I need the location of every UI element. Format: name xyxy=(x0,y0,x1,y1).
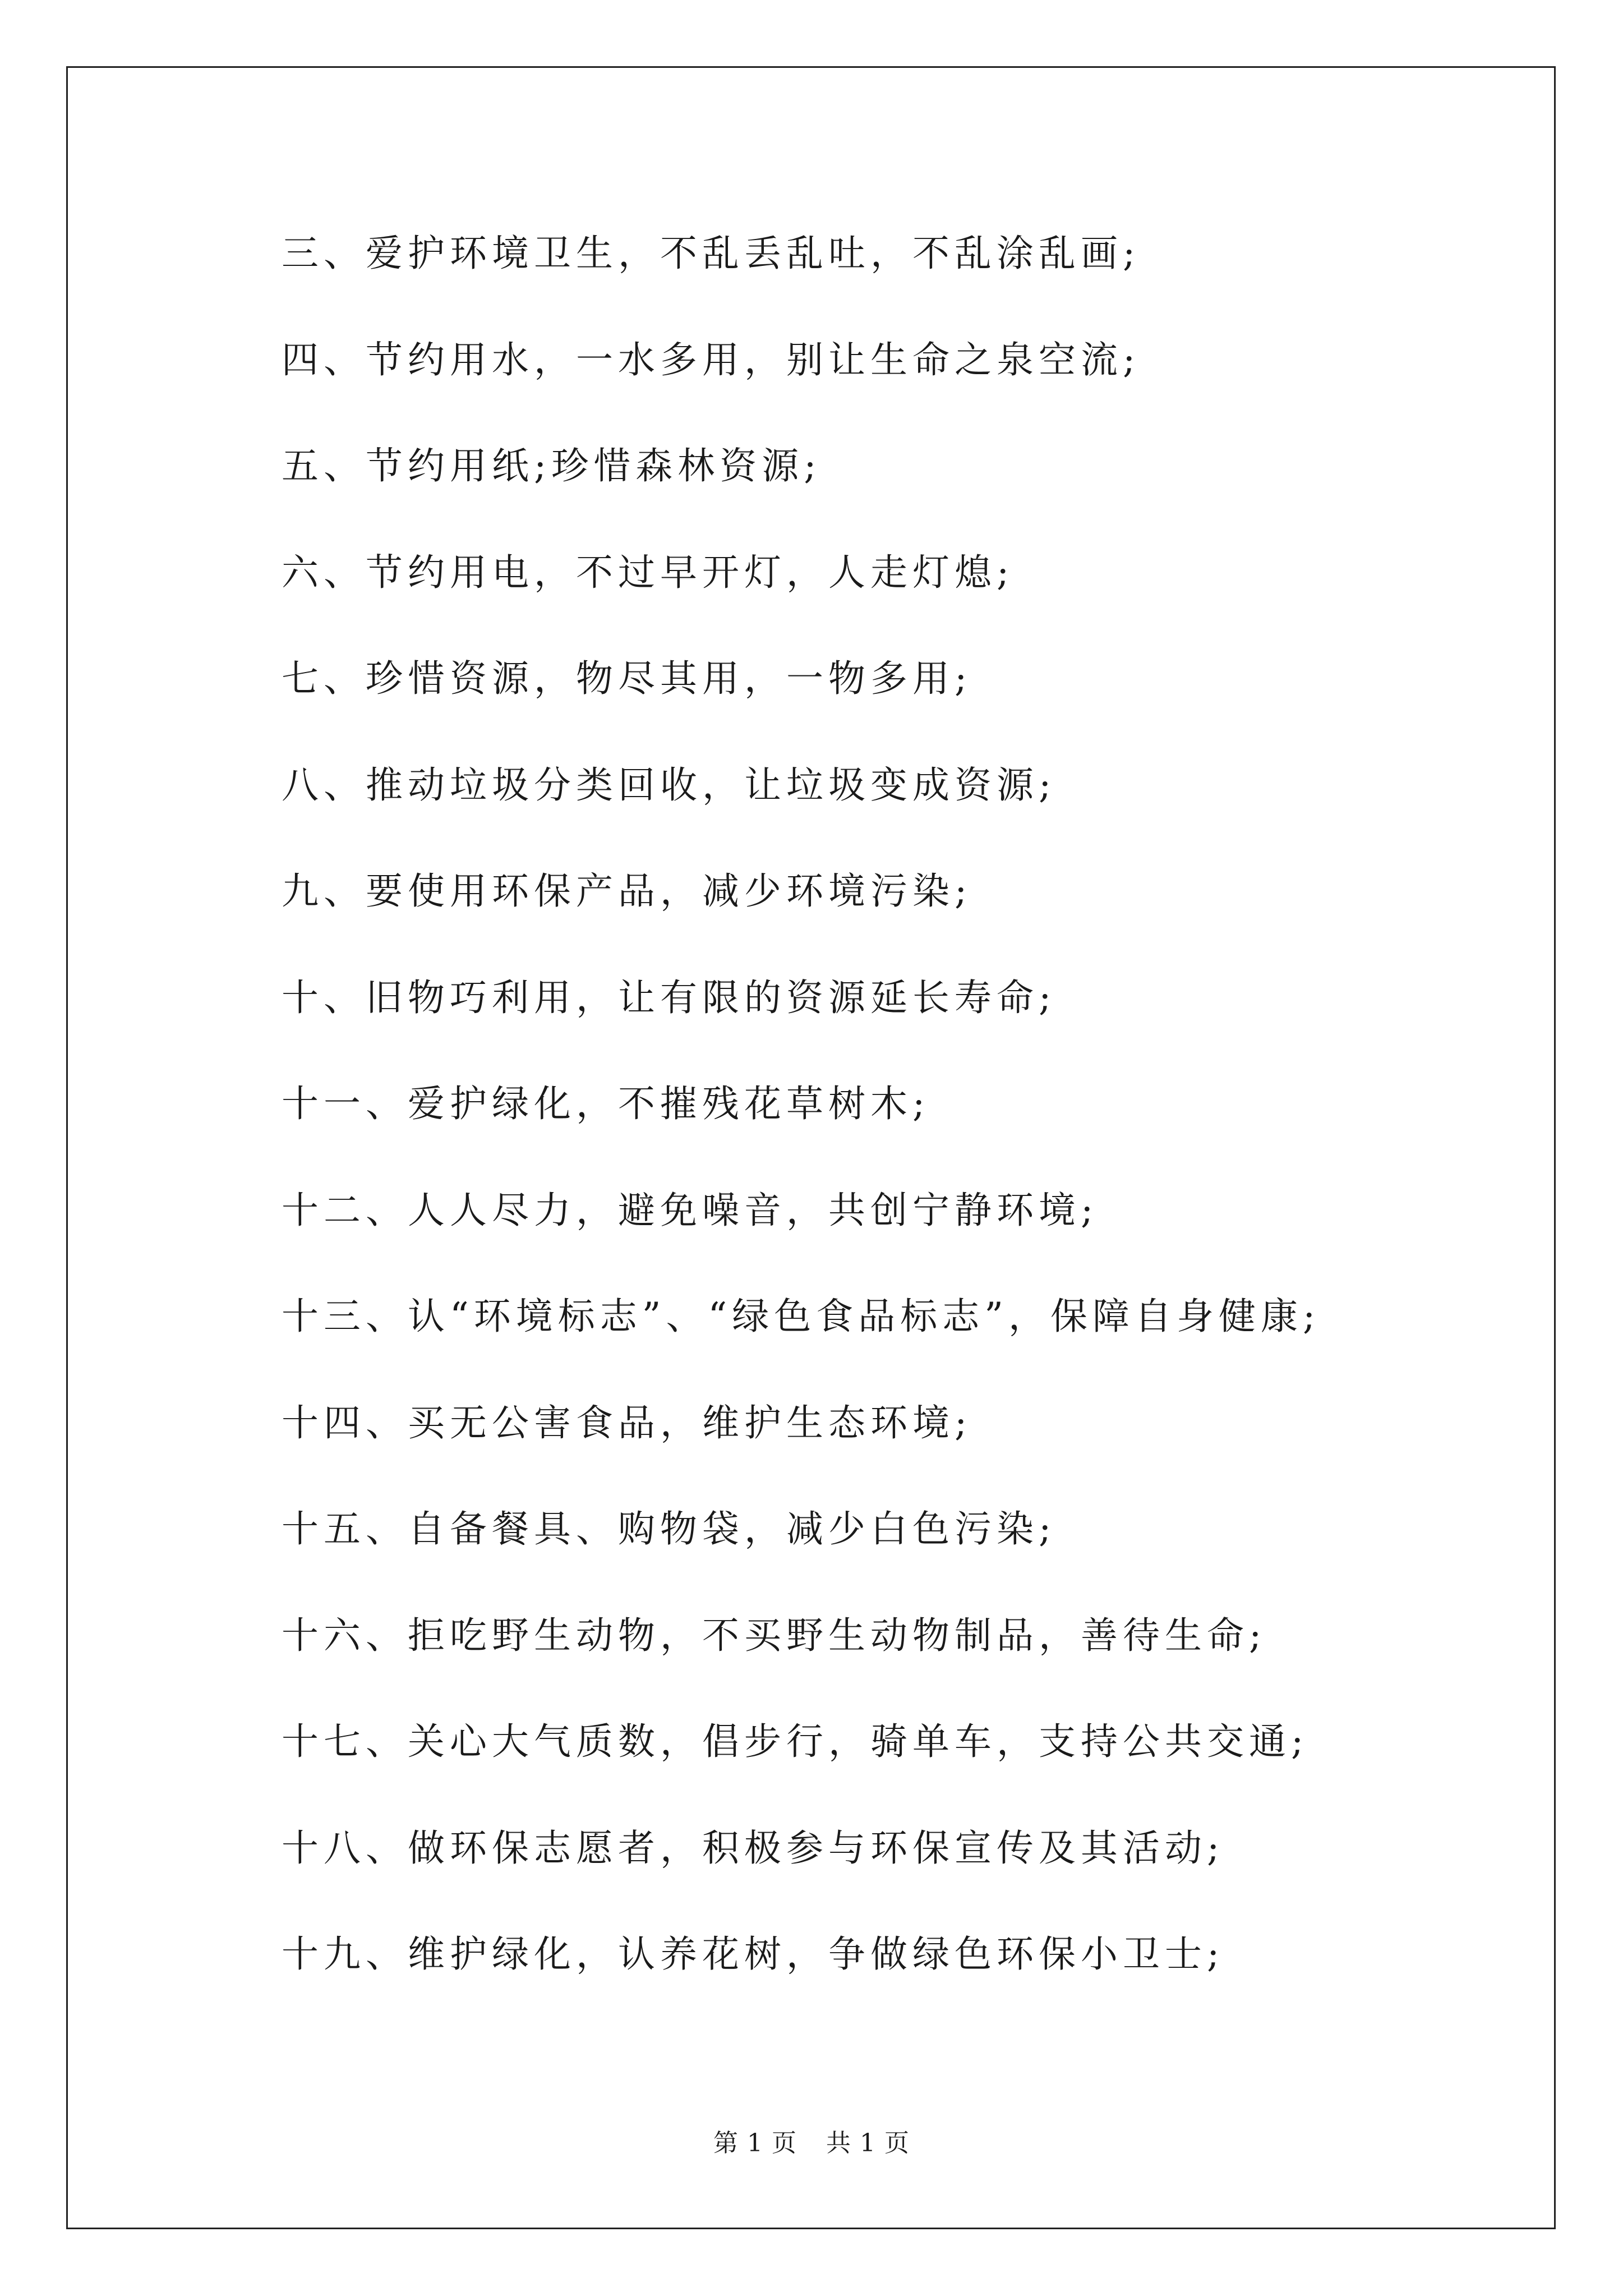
page-number-total: 共 1 页 xyxy=(826,2129,910,2157)
list-item: 六、节约用电，不过早开灯，人走灯熄; xyxy=(282,550,1015,594)
list-item: 十五、自备餐具、购物袋，减少白色污染; xyxy=(282,1507,1057,1550)
list-item: 十、旧物巧利用，让有限的资源延长寿命; xyxy=(282,976,1057,1019)
list-item: 四、节约用水，一水多用，别让生命之泉空流; xyxy=(282,338,1141,381)
page-footer xyxy=(0,2128,1623,2159)
document-body xyxy=(282,230,1515,2037)
list-item: 十七、关心大气质数，倡步行，骑单车，支持公共交通; xyxy=(282,1720,1309,1763)
list-item: 五、节约用纸;珍惜森林资源; xyxy=(282,444,822,487)
list-item: 十九、维护绿化，认养花树，争做绿色环保小卫士; xyxy=(282,1932,1225,1976)
list-item: 十二、人人尽力，避免噪音，共创宁静环境; xyxy=(282,1188,1099,1232)
list-item: 三、爱护环境卫生，不乱丢乱吐，不乱涂乱画; xyxy=(282,232,1141,275)
list-item: 十一、爱护绿化，不摧残花草树木; xyxy=(282,1082,930,1125)
list-item: 九、要使用环保产品，减少环境污染; xyxy=(282,869,972,913)
list-item: 七、珍惜资源，物尽其用，一物多用; xyxy=(282,657,972,700)
page-number-current: 第 1 页 xyxy=(713,2129,797,2157)
list-item: 十三、认“环境标志”、“绿色食品标志”，保障自身健康; xyxy=(282,1295,1321,1338)
list-item: 十四、买无公害食品，维护生态环境; xyxy=(282,1401,972,1444)
list-item: 十六、拒吃野生动物，不买野生动物制品，善待生命; xyxy=(282,1613,1267,1657)
list-item: 八、推动垃圾分类回收，让垃圾变成资源; xyxy=(282,763,1057,807)
list-item: 十八、做环保志愿者，积极参与环保宣传及其活动; xyxy=(282,1826,1225,1870)
